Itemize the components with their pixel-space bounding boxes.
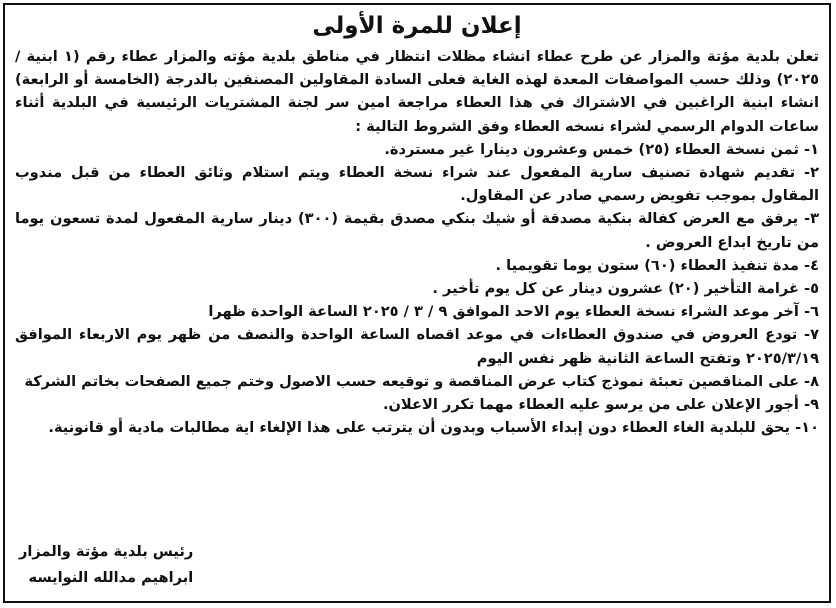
announcement-title: إعلان للمرة الأولى (312, 13, 522, 39)
condition-item: ٧- تودع العروض في صندوق العطاءات في موعد اقصاه الساعة الواحدة والنصف من ظهر يوم الاربعاء الموافق ٢٠٢٥/٣/١٩ وتفتح الساعة الثانية ظهر نفس اليوم (15, 326, 819, 367)
signature-block (19, 539, 193, 591)
condition-item: ٣- يرفق مع العرض كفالة بنكية مصدقة أو شيك بنكي مصدق بقيمة (٣٠٠) دينار سارية المفعول لمدة تسعون يوما من تاريخ ابداع العروض . (15, 210, 819, 251)
condition-item: ٩- أجور الإعلان على من يرسو عليه العطاء مهما تكرر الاعلان. (382, 396, 819, 414)
condition-item: ١- ثمن نسخة العطاء (٢٥) خمس وعشرون دينارا غير مستردة. (384, 140, 819, 158)
condition-item: ٢- تقديم شهادة تصنيف سارية المفعول عند شراء نسخة العطاء ويتم استلام وثائق العطاء من قبل مندوب المقاول بموجب تفويض رسمي صادر عن المقاول. (15, 164, 819, 205)
condition-item: ٦- آخر موعد الشراء نسخة العطاء يوم الاحد الموافق ٩ / ٣ / ٢٠٢٥ الساعة الواحدة ظهرا (208, 303, 819, 321)
condition-item: ١٠- يحق للبلدية الغاء العطاء دون إبداء الأسباب وبدون أن يترتب على هذا الإلغاء اية مطالبات مادية أو قانونية. (48, 419, 819, 437)
condition-item: ٥- غرامة التأخير (٢٠) عشرون دينار عن كل يوم تأخير . (432, 280, 819, 298)
announcement-frame (3, 3, 831, 603)
condition-item: ٤- مدة تنفيذ العطاء (٦٠) ستون يوما تقويميا . (495, 256, 819, 274)
intro-paragraph: تعلن بلدية مؤتة والمزار عن طرح عطاء انشاء مظلات انتظار في مناطق بلدية مؤته والمزار عطاء رقم (١ ابنية / ٢٠٢٥) وذلك حسب المواصفات المعدة لهذه الغاية فعلى السادة المقاولين المصنفين بالدرجة (الخامسة أو الرابعة) انشاء ابنية الراغبين في الاشتراك في هذا العطاء مراجعة امين سر لجنة المشتريات الرئيسية في البلدية أثناء ساعات الدوام الرسمي لشراء نسخه العطاء وفق الشروط التالية : (15, 48, 819, 135)
condition-item: ٨- على المناقصين تعبئة نموذج كتاب عرض المناقصة و توقيعه حسب الاصول وختم جميع الصفحات بخاتم الشركة (24, 372, 819, 390)
signature-name: ابراهيم مدالله النوايسه (28, 569, 194, 586)
announcement-body (5, 41, 829, 439)
signature-position: رئيس بلدية مؤتة والمزار (19, 543, 194, 560)
